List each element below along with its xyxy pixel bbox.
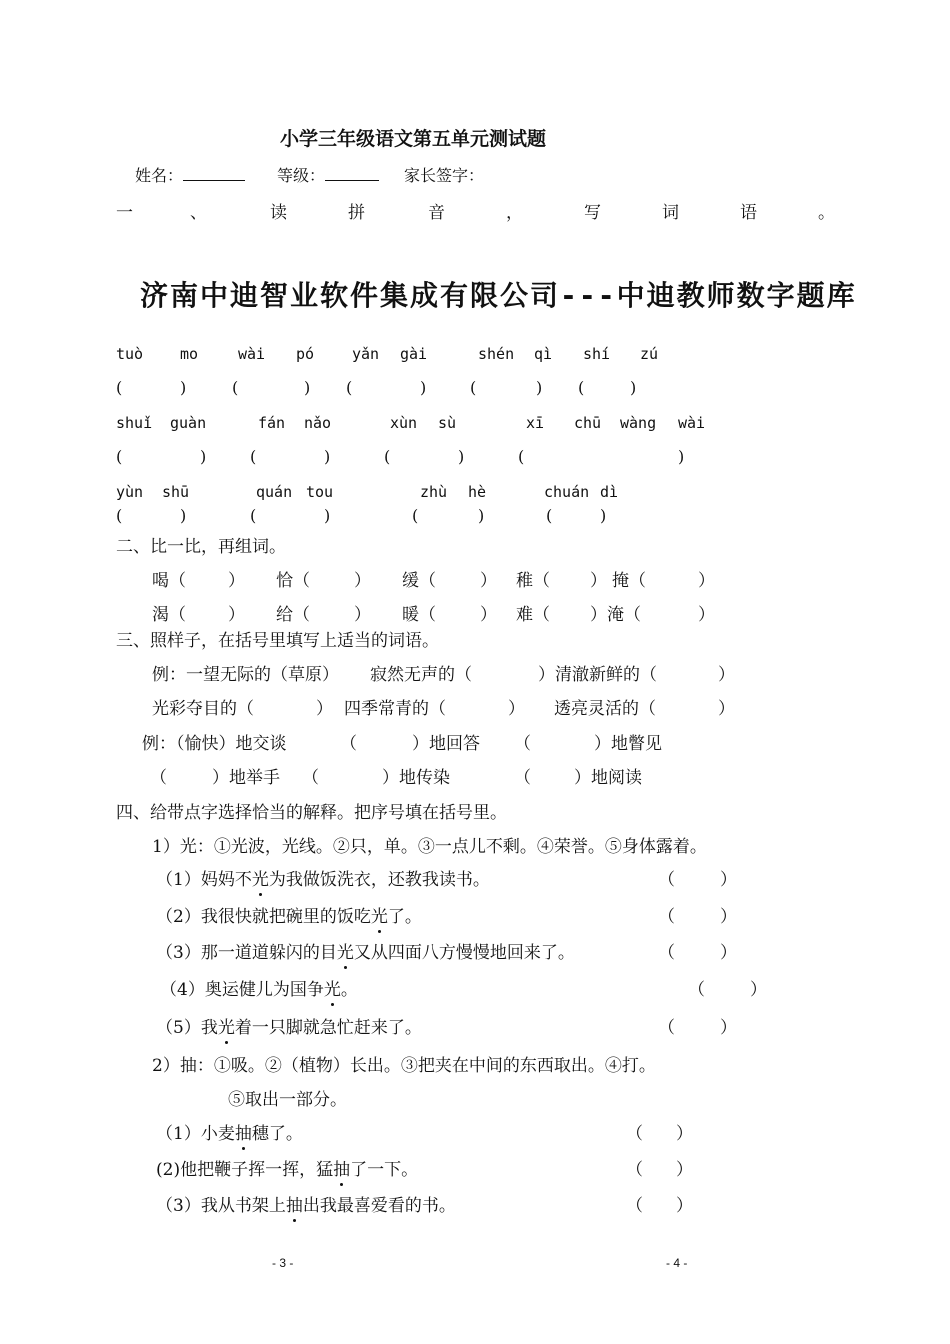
company-banner: 济南中迪智业软件集成有限公司---中迪教师数字题库 [140,279,857,312]
answer-paren[interactable]: （ [514,734,531,754]
dotted-char: 光 [217,1018,235,1038]
answer-paren[interactable]: ( [250,506,257,525]
page-title: 小学三年级语文第五单元测试题 [280,128,547,150]
section1-heading-c6: 写 [584,203,601,223]
answer-paren[interactable]: ) [600,506,607,525]
example-text: 例：一望无际的（草原） [152,665,339,685]
definition-chou: 2）抽：①吸。②（植物）长出。③把夹在中间的东西取出。④打。 [152,1056,656,1076]
answer-paren[interactable]: ) [200,447,207,466]
compare-char: 喝（ [152,571,186,591]
section1-heading-c8: 语 [740,203,757,223]
pinyin: xùn [390,414,418,432]
answer-paren[interactable]: ） [480,605,497,625]
answer-paren[interactable]: （ [626,1160,643,1180]
compare-char: 给（ [276,605,310,625]
answer-paren[interactable]: （ [658,907,675,927]
answer-paren[interactable]: ( [546,506,553,525]
pinyin: qì [534,345,553,363]
grade-blank[interactable] [325,166,379,181]
pinyin: nǎo [304,414,332,432]
pinyin: mo [180,345,199,363]
answer-paren[interactable]: ( [250,447,257,466]
answer-paren[interactable]: ) [536,378,543,397]
phrase-item: 四季常青的（ [344,699,446,719]
answer-paren[interactable]: （ [658,870,675,890]
answer-paren[interactable]: （ [302,768,319,788]
answer-paren[interactable]: ） [508,699,525,719]
section1-heading-c4: 音 [428,203,445,223]
answer-paren[interactable]: ） [316,699,333,719]
answer-paren[interactable]: ） [480,571,497,591]
answer-paren[interactable]: ） [676,1196,693,1216]
section4-heading: 四、给带点字选择恰当的解释。把序号填在括号里。 [116,803,507,823]
name-blank[interactable] [183,166,245,181]
section1-heading-c5: ， [506,203,523,223]
pinyin: chū [574,414,602,432]
answer-paren[interactable]: ) [180,378,187,397]
phrase-item: ）地举手 [212,768,280,788]
answer-paren[interactable]: ） [676,1124,693,1144]
pinyin: quán [256,483,293,501]
pinyin: wàng [620,414,657,432]
answer-paren[interactable]: ( [518,447,525,466]
answer-paren[interactable]: （ [658,943,675,963]
dotted-char: 抽 [333,1160,351,1180]
pinyin: gài [400,345,428,363]
dotted-char: 光 [323,980,341,1000]
answer-paren[interactable]: ） [590,571,607,591]
pinyin: yǎn [352,345,380,363]
answer-paren[interactable]: ( [116,447,123,466]
section1-heading-c9: 。 [818,203,835,223]
answer-paren[interactable]: ） [720,907,737,927]
compare-char: 缓（ [402,571,436,591]
answer-paren[interactable]: ) [180,506,187,525]
pinyin: tuò [116,345,144,363]
pinyin: zú [640,345,659,363]
pinyin: yùn [116,483,144,501]
question-item: (2)他把鞭子挥一挥，猛抽了一下。 [156,1160,419,1180]
answer-paren[interactable]: ） [698,571,715,591]
phrase-item: ）清澈新鲜的（ [538,665,657,685]
pinyin: hè [468,483,487,501]
answer-paren[interactable]: ( [412,506,419,525]
compare-char: 渴（ [152,605,186,625]
answer-paren[interactable]: ） [676,1160,693,1180]
phrase-item: 透亮灵活的（ [554,699,656,719]
section1-heading-c0: 一 [116,203,133,223]
pinyin: shí [583,345,611,363]
question-item: （1）小麦抽穗了。 [156,1124,303,1144]
question-item: （5）我光着一只脚就急忙赶来了。 [156,1018,422,1038]
answer-paren[interactable]: ） [750,980,767,1000]
answer-paren[interactable]: ( [232,378,239,397]
answer-paren[interactable]: （ [150,768,167,788]
pinyin: pó [296,345,315,363]
question-item: （1）妈妈不光为我做饭洗衣，还教我读书。 [156,870,490,890]
phrase-item: 光彩夺目的（ [152,699,254,719]
answer-paren[interactable]: ） [228,605,245,625]
answer-paren[interactable]: ) [324,506,331,525]
answer-paren[interactable]: ） [354,605,371,625]
answer-paren[interactable]: ）淹（ [590,605,641,625]
phrase-item: ）地传染 [382,768,450,788]
answer-paren[interactable]: ） [718,665,735,685]
question-item: （3）我从书架上抽出我最喜爱看的书。 [156,1196,456,1216]
answer-paren[interactable]: （ [626,1196,643,1216]
page-number-left: - 3 - [272,1256,294,1270]
dotted-char: 光 [336,943,354,963]
phrase-item: ）地阅读 [574,768,642,788]
question-item: （2）我很快就把碗里的饭吃光了。 [156,907,422,927]
question-item: （4）奥运健儿为国争光。 [160,980,358,1000]
answer-paren[interactable]: ) [304,378,311,397]
pinyin: tou [306,483,334,501]
pinyin: fán [258,414,286,432]
page-number-right: - 4 - [666,1256,688,1270]
pinyin: shū [162,483,190,501]
definition-guang: 1）光：①光波，光线。②只，单。③一点儿不剩。④荣誉。⑤身体露着。 [152,837,707,857]
pinyin: chuán [544,483,590,501]
grade-label: 等级： [277,166,326,185]
pinyin: zhù [420,483,448,501]
grade-line [277,163,379,186]
pinyin: dì [600,483,619,501]
answer-paren[interactable]: ( [384,447,391,466]
answer-paren[interactable]: ( [470,378,477,397]
parent-sign-label: 家长签字： [404,166,485,185]
compare-char: 难（ [516,605,550,625]
answer-paren[interactable]: （ [688,980,705,1000]
example-text: 例：（愉快）地交谈 [142,734,287,754]
compare-char: 掩（ [612,571,646,591]
pinyin: sù [438,414,457,432]
answer-paren[interactable]: ） [354,571,371,591]
answer-paren[interactable]: （ [626,1124,643,1144]
answer-paren[interactable]: （ [340,734,357,754]
answer-paren[interactable]: ） [718,699,735,719]
section1-heading-c7: 词 [662,203,679,223]
section2-heading: 二、比一比，再组词。 [116,537,286,557]
answer-paren[interactable]: ) [678,447,685,466]
pinyin: xī [526,414,545,432]
section3-heading: 三、照样子，在括号里填写上适当的词语。 [116,631,439,651]
name-line [135,163,245,186]
compare-char: 恰（ [276,571,310,591]
answer-paren[interactable]: ) [478,506,485,525]
dotted-char: 光 [370,907,388,927]
answer-paren[interactable]: ( [116,378,123,397]
pinyin: wài [238,345,266,363]
question-item: （3）那一道道躲闪的目光又从四面八方慢慢地回来了。 [156,943,575,963]
answer-paren[interactable]: ) [420,378,427,397]
answer-paren[interactable]: （ [514,768,531,788]
answer-paren[interactable]: （ [658,1018,675,1038]
answer-paren[interactable]: ） [720,943,737,963]
pinyin: shuǐ [116,414,153,432]
section1-heading-c1: 、 [190,203,207,223]
answer-paren[interactable]: ( [578,378,585,397]
pinyin: wài [678,414,706,432]
section1-heading-c2: 读 [270,203,287,223]
answer-paren[interactable]: ） [228,571,245,591]
answer-paren[interactable]: ) [630,378,637,397]
answer-paren[interactable]: ） [720,1018,737,1038]
compare-char: 暖（ [402,605,436,625]
pinyin: guàn [170,414,207,432]
phrase-item: ）地回答 [412,734,480,754]
definition-chou-cont: ⑤取出一部分。 [228,1090,347,1110]
dotted-char: 光 [251,870,269,890]
phrase-item: 寂然无声的（ [370,665,472,685]
phrase-item: ）地瞥见 [594,734,662,754]
dotted-char: 抽 [285,1196,303,1216]
compare-char: 稚（ [516,571,550,591]
answer-paren[interactable]: ) [324,447,331,466]
section1-heading-c3: 拼 [348,203,365,223]
name-label: 姓名： [135,166,184,185]
answer-paren[interactable]: ） [720,870,737,890]
dotted-char: 抽 [234,1124,252,1144]
pinyin: shén [478,345,515,363]
answer-paren[interactable]: ） [698,605,715,625]
answer-paren[interactable]: ) [458,447,465,466]
answer-paren[interactable]: ( [116,506,123,525]
answer-paren[interactable]: ( [346,378,353,397]
